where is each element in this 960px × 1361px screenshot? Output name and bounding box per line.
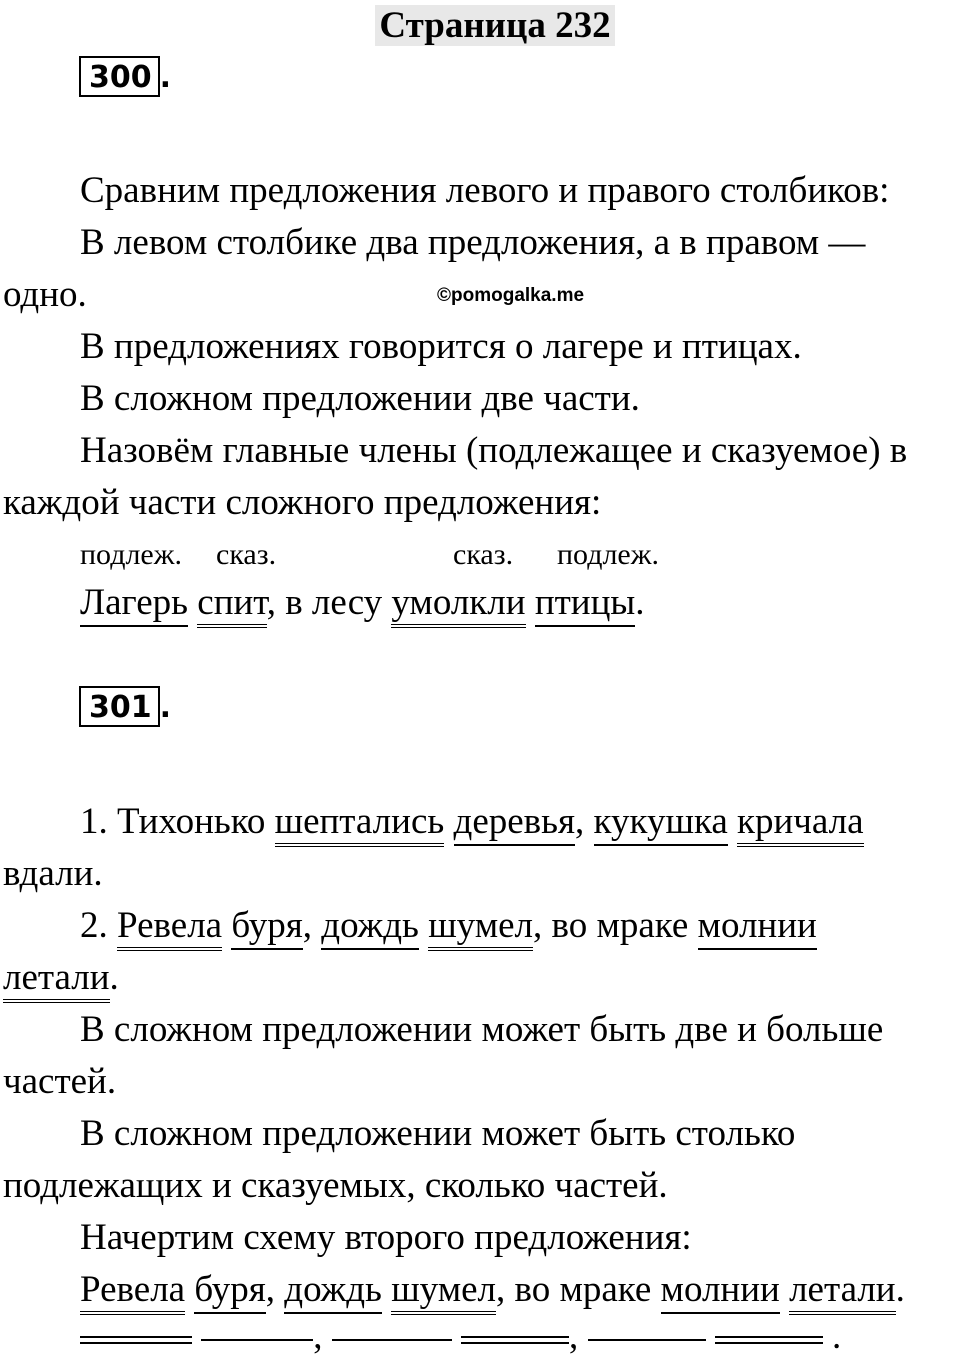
ex300-sentence: Лагерь спит, в лесу умолкли птицы. [80,584,645,621]
subject-word: буря [231,905,302,950]
ex301-line-4: подлежащих и сказуемых, сколько частей. [3,1165,668,1206]
subject-word: Лагерь [80,582,188,627]
scheme-predicate-mark [461,1336,569,1344]
predicate-word: Ревела [80,1269,185,1315]
subject-word: молнии [661,1269,780,1314]
scheme-predicate-mark [715,1336,823,1344]
scheme-predicate-mark [80,1336,192,1344]
predicate-word: кричала [737,801,864,847]
sentence-scheme [80,1318,841,1358]
page-title: Страница 232 [0,4,960,47]
ex301-line-1: В сложном предложении может быть две и больше [80,1009,884,1050]
exercise-300-number: 300 . [79,60,171,96]
scheme-subject-mark [201,1339,313,1341]
ex300-line-2: В левом столбике два предложения, а в правом — [80,222,866,263]
ex301-line-3: В сложном предложении может быть столько [80,1113,796,1154]
label-predicate-2: сказ. [453,538,514,571]
ex301-sentence-1: 1. Тихонько шептались деревья, кукушка кричала [80,803,864,840]
label-predicate-1: сказ. [216,538,277,571]
label-subject-1: подлеж. [80,538,182,571]
subject-word: молнии [698,905,817,950]
predicate-word: шумел [391,1269,496,1315]
ex301-sentence-2: 2. Ревела буря, дождь шумел, во мраке молнии [80,907,817,944]
predicate-word: Ревела [117,905,222,951]
ex300-line-7: каждой части сложного предложения: [3,482,602,523]
scheme-sentence: Ревела буря, дождь шумел, во мраке молнии летали. [80,1271,905,1308]
scheme-subject-mark [588,1339,706,1341]
subject-word: дождь [321,905,419,950]
ex300-line-6: Назовём главные члены (подлежащее и сказуемое) в [80,430,908,471]
scheme-comma: , [569,1316,579,1357]
predicate-word: шептались [275,801,445,847]
scheme-subject-mark [332,1339,452,1341]
ex301-sentence-1-tail: вдали. [3,853,103,894]
label-subject-2: подлеж. [557,538,659,571]
predicate-word: умолкли [391,582,525,628]
ex300-line-4: В предложениях говорится о лагере и птицах. [80,326,802,367]
subject-word: буря [194,1269,265,1314]
predicate-word: летали [789,1269,896,1315]
ex301-sentence-2-tail: летали. [3,959,119,996]
predicate-word: шумел [428,905,533,951]
scheme-period: . [832,1316,842,1357]
scheme-comma: , [313,1316,323,1357]
ex301-line-2: частей. [3,1061,117,1102]
subject-word: деревья [454,801,576,846]
watermark: ©pomogalka.me [437,285,585,306]
subject-word: кукушка [594,801,728,846]
ex300-line-5: В сложном предложении две части. [80,378,640,419]
exercise-301-number: 301 . [79,690,171,726]
ex300-line-3: одно. [3,274,87,315]
predicate-word: летали [3,957,110,1003]
subject-word: птицы [535,582,635,627]
predicate-word: спит [197,582,266,628]
ex300-line-1: Сравним предложения левого и правого столбиков: [80,170,890,211]
ex301-line-5: Начертим схему второго предложения: [80,1217,692,1258]
subject-word: дождь [284,1269,382,1314]
